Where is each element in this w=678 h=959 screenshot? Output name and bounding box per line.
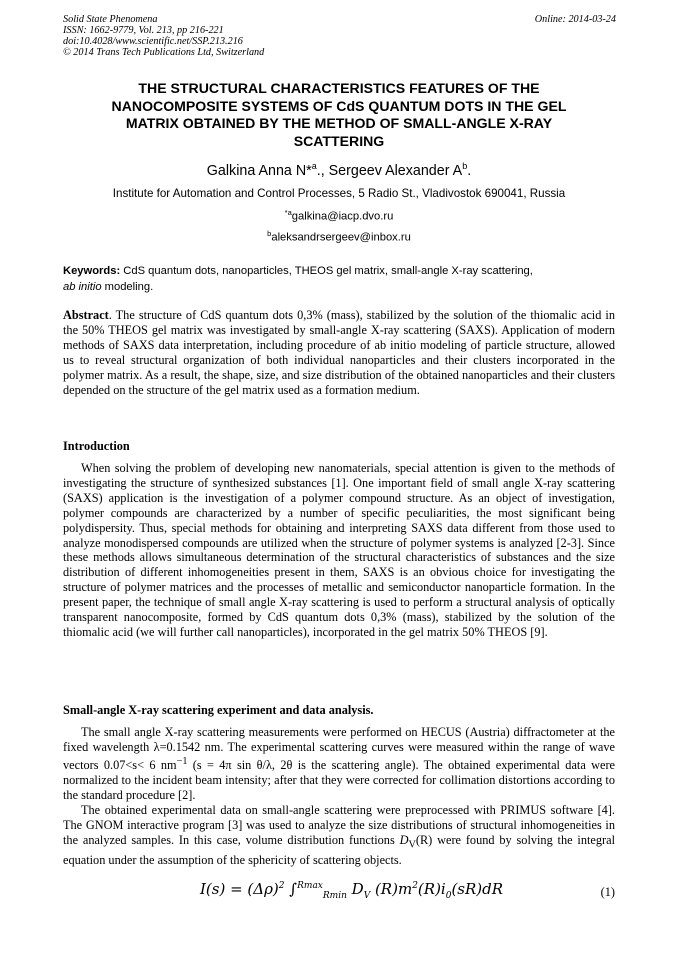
eq-rhs: D <box>346 880 364 898</box>
author-2-sup: b <box>462 161 468 171</box>
equation-1 <box>200 880 503 901</box>
email-1-sup: *a <box>284 208 292 217</box>
saxs-p2-dv-sub: V <box>408 839 416 851</box>
doi-line: doi:10.4028/www.scientific.net/SSP.213.216 <box>63 36 243 47</box>
email-2[interactable]: aleksandrsergeev@inbox.ru <box>271 231 411 244</box>
author-separator: ., Sergeev Alexander A <box>316 162 463 179</box>
saxs-p1-sup: −1 <box>176 755 188 767</box>
affiliation: Institute for Automation and Control Processes, 5 Radio St., Vladivostok 690041, Russia <box>112 187 566 200</box>
journal-name: Solid State Phenomena <box>63 14 158 25</box>
saxs-p1-text-b: (s = 4π sin θ/λ, 2θ is the scattering angle). The obtained experimental data were normalized to the incident beam intensity; after that they were corrected for collimation distortions according to the standard procedure [2]. <box>63 757 616 802</box>
title-line: SCATTERING <box>293 132 385 149</box>
eq-pow: 2 <box>278 881 285 891</box>
saxs-p1-text: The small angle X-ray scattering measurements were performed on HECUS (Austria) diffractometer at the fixed wavelength λ=0.1542 nm. The experimental scattering curves were measured within the range of wave vectors 0.07<s< 6 nm <box>63 725 615 772</box>
keywords <box>63 263 615 295</box>
eq-lower: R <box>322 891 330 901</box>
issn-line: ISSN: 1662-9779, Vol. 213, pp 216-221 <box>63 25 224 36</box>
equation-number: (1) <box>600 885 615 899</box>
section-heading-saxs: Small-angle X-ray scattering experiment and data analysis. <box>63 703 374 717</box>
eq-upper: R <box>297 881 304 891</box>
keywords-italic: ab initio <box>63 281 102 293</box>
eq-rhs2: (R)m <box>370 880 413 898</box>
email-line-2 <box>60 229 618 244</box>
copyright-line: © 2014 Trans Tech Publications Ltd, Switzerland <box>63 47 265 58</box>
eq-lower-sub: min <box>329 891 347 901</box>
online-date: Online: 2014-03-24 <box>534 14 616 25</box>
author-1-sup: a <box>311 161 317 171</box>
saxs-p2-text-b: (R) were found by solving the integral equation under the assumption of the sphericity of scattering objects. <box>63 832 615 868</box>
paper-title <box>60 80 618 150</box>
keywords-end: modeling. <box>101 281 154 293</box>
saxs-p2-dv: D <box>399 832 409 847</box>
eq-upper-sub: max <box>303 881 323 891</box>
keywords-label: Keywords: <box>63 265 121 277</box>
journal-header <box>63 14 264 58</box>
abstract-text: . The structure of CdS quantum dots 0,3% (mass), stabilized by the solution of the thiomalic acid in the 50% THEOS gel matrix was investigated by small-angle X-ray scattering (SAXS). Application of modern methods of SAXS data interpretation, including procedure of ab initio modeling of particle structure, allowed us to reveal structural organization of both individual nanoparticles and their clusters incorporated in the polymer matrix. As a result, the shape, size, and size distribution of the obtained nanoparticles and their clusters depended on the structure of the gel matrix used as a formation medium. <box>63 308 615 397</box>
author-end: . <box>467 162 472 179</box>
email-1[interactable]: galkina@iacp.dvo.ru <box>291 210 394 223</box>
eq-integral: ∫ <box>284 880 298 898</box>
section-heading-introduction: Introduction <box>63 439 130 453</box>
saxs-paragraph-2 <box>63 803 615 868</box>
title-line: NANOCOMPOSITE SYSTEMS OF CdS QUANTUM DOTS IN THE GEL <box>111 97 567 114</box>
title-line: THE STRUCTURAL CHARACTERISTICS FEATURES OF THE <box>138 80 540 96</box>
author-list <box>60 161 618 179</box>
saxs-paragraph-1 <box>63 725 615 803</box>
eq-lhs: I(s) = (Δρ) <box>200 880 279 898</box>
eq-rhs-pow: 2 <box>412 881 418 891</box>
email-line-1 <box>60 208 618 223</box>
abstract <box>63 308 615 397</box>
eq-rhs4: (sR)dR <box>451 880 504 898</box>
eq-rhs-sub2: 0 <box>445 891 452 901</box>
saxs-p2-text: The obtained experimental data on small-angle scattering were preprocessed with PRIMUS software [4]. The GNOM interactive program [3] was used to analyze the size distributions of structural inhomogeneities in the analyzed samples. In this case, volume distribution functions <box>63 803 615 847</box>
eq-rhs3: (R)i <box>417 880 446 898</box>
author-1: Galkina Anna N* <box>206 162 312 179</box>
eq-rhs-sub: V <box>363 891 371 901</box>
title-line: MATRIX OBTAINED BY THE METHOD OF SMALL-ANGLE X-RAY <box>125 115 553 131</box>
introduction-paragraph: When solving the problem of developing new nanomaterials, special attention is given to the methods of investigating the structure of synthesized substances [1]. One important field of small angle X-ray scattering (SAXS) application is the investigation of a polymer compound structure. As an object of investigation, polymer compounds are characterized by a number of specific peculiarities, the most significant being polydispersity. Thus, special methods for obtaining and interpreting SAXS data different from those used to analyze monodispersed compounds are utilized when the structure of polymer systems is analyzed [2-3]. Since these methods allows simultaneous determination of the structural characteristics of substances and the size distribution of different inhomogeneities present in them, SAXS is an obvious choice for investigating the structure of polymer matrices and the processes of metallic and semiconductor nanoparticle formation. In the present paper, the technique of small angle X-ray scattering is used to perform a structural analysis of optically transparent nanocomposite, formed by CdS quantum dots 0,3% (mass), stabilized by the solution of the thiomalic acid (we will further call nanoparticles), incorporated in the gel matrix 50% THEOS [9]. <box>63 461 615 639</box>
keywords-text: CdS quantum dots, nanoparticles, THEOS gel matrix, small-angle X-ray scattering, <box>120 265 533 277</box>
abstract-label: Abstract <box>63 308 109 322</box>
email-2-sup: b <box>267 229 272 238</box>
